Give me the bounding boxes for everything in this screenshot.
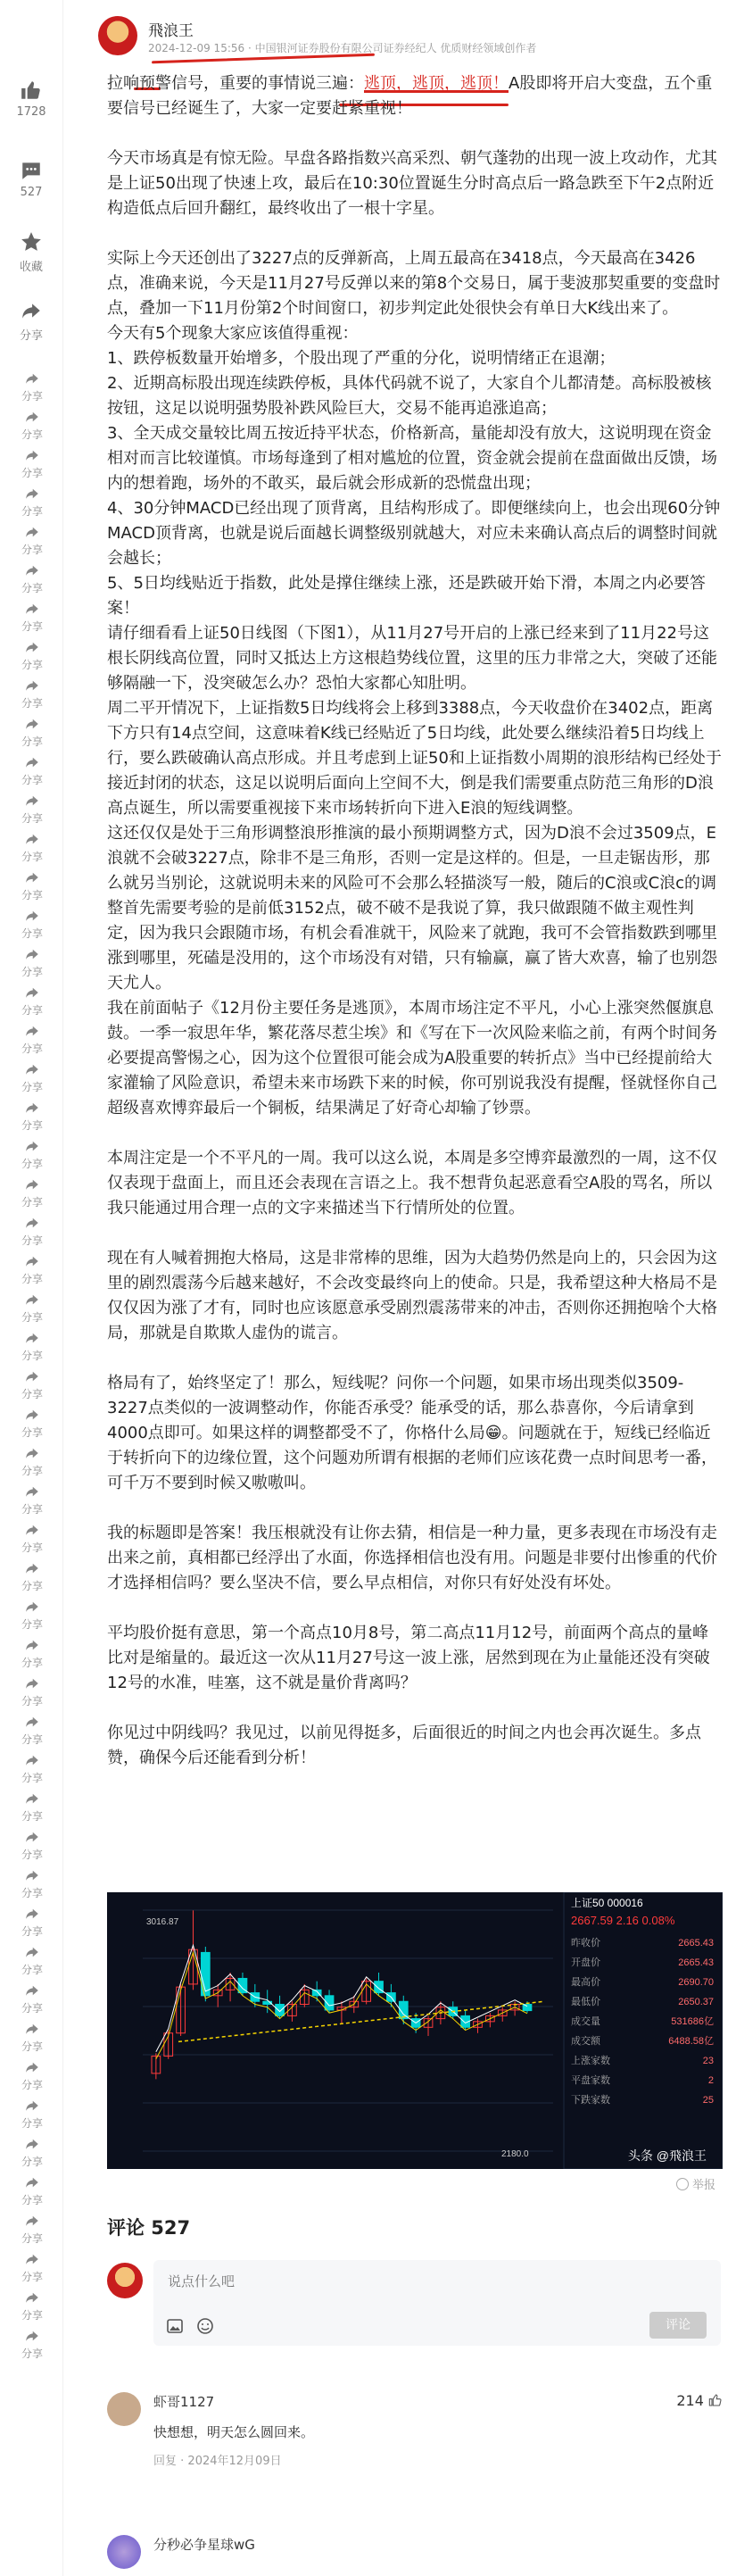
share-icon	[24, 2098, 40, 2114]
side-share-button[interactable]	[14, 1982, 50, 2015]
side-share-button[interactable]	[14, 1407, 50, 1440]
thumbs-up-icon	[20, 79, 43, 102]
share-icon	[24, 486, 40, 502]
side-share-button[interactable]	[14, 1215, 50, 1248]
side-share-label: 分享	[21, 1503, 43, 1516]
side-share-label: 分享	[21, 659, 43, 671]
side-share-button[interactable]	[14, 1061, 50, 1094]
side-share-label: 分享	[21, 1273, 43, 1285]
side-share-button[interactable]	[14, 1368, 50, 1401]
stat-value: 2665.43	[678, 1938, 714, 1949]
share-icon	[24, 1253, 40, 1269]
side-share-label: 分享	[21, 774, 43, 786]
side-share-button[interactable]	[14, 1138, 50, 1171]
side-share-button[interactable]	[14, 908, 50, 941]
stat-label: 开盘价	[571, 1957, 600, 1968]
side-share-label: 分享	[21, 1081, 43, 1093]
share-icon	[24, 2251, 40, 2267]
stat-value: 6488.58亿	[668, 2036, 714, 2047]
image-icon[interactable]	[166, 2317, 184, 2335]
side-share-label: 分享	[21, 2194, 43, 2206]
author-description: · 中国银河证券股份有限公司证券经纪人 优质财经领域创作者	[247, 42, 537, 54]
side-share-button[interactable]	[14, 1829, 50, 1862]
comment-box	[153, 2260, 721, 2346]
side-share-label: 分享	[21, 1849, 43, 1861]
side-share-button[interactable]	[14, 2136, 50, 2169]
side-share-label: 分享	[21, 1158, 43, 1170]
publish-comment-button[interactable]: 评论	[649, 2312, 707, 2339]
report-link[interactable]: 举报	[676, 2175, 715, 2192]
side-share-label: 分享	[21, 2040, 43, 2053]
paragraph: 3、全天成交量较比周五按近持平状态，价格新高，量能却没有放大，这说明现在资金相对而言比较谨慎。市场每逢到了相对尴尬的位置，资金就会提前在盘面做出反馈，场内的想着跑，场外的不敢买，最后就会形成新的恐慌盘出现；	[107, 424, 717, 493]
side-share-label: 分享	[21, 1618, 43, 1631]
share-icon	[24, 754, 40, 770]
side-share-label: 分享	[21, 1234, 43, 1247]
share-icon	[24, 1599, 40, 1615]
side-share-label: 分享	[21, 1733, 43, 1746]
candle-body	[201, 1952, 210, 1995]
quote-panel	[564, 1892, 723, 2169]
share-icon	[24, 1791, 40, 1807]
side-share-label: 分享	[21, 1311, 43, 1324]
side-share-label: 分享	[21, 1465, 43, 1477]
paragraph: 你见过中阴线吗？我见过，以前见得挺多，后面很近的时间之内也会再次诞生。多点赞，确保今后还能看到分析！	[107, 1724, 701, 1767]
share-icon	[24, 1138, 40, 1154]
stat-value: 2650.37	[678, 1997, 714, 2007]
share-icon	[24, 793, 40, 809]
share-icon	[24, 1560, 40, 1576]
reply-button[interactable]: 回复	[153, 2455, 178, 2468]
side-share-label: 分享	[21, 1541, 43, 1554]
side-share-button[interactable]	[14, 1906, 50, 1939]
side-share-button[interactable]	[14, 946, 50, 979]
side-share-label: 分享	[21, 505, 43, 518]
author-name[interactable]: 飛浪王	[148, 22, 194, 40]
paragraph: 现在有人喊着拥抱大格局，这是非常棒的思维，因为大趋势仍然是向上的，只会因为这里的剧烈震荡今后越来越好，不会改变最终向上的使命。只是，我希望这种大格局不是仅仅因为涨了才有，同时也应该愿意承受剧烈震荡带来的冲击，否则你还拥抱啥个大格局，那就是自欺欺人虚伪的谎言。	[107, 1249, 717, 1342]
side-share-button[interactable]	[14, 409, 50, 442]
side-share-button[interactable]	[14, 2251, 50, 2284]
side-share-button[interactable]	[14, 2059, 50, 2092]
share-icon	[24, 1368, 40, 1384]
side-share-label: 分享	[21, 927, 43, 940]
stat-label: 最低价	[571, 1997, 600, 2007]
comment-input[interactable]	[166, 2269, 705, 2294]
share-icon	[24, 370, 40, 386]
stat-value: 23	[702, 2056, 714, 2066]
comment-text: 快想想，明天怎么圆回来。	[153, 2424, 315, 2440]
article-body	[107, 71, 723, 1796]
paragraph: 本周注定是一个不平凡的一周。我可以这么说，本周是多空博弈最激烈的一周，这不仅仅表现于盘面上，而且还会表现在言语之上。我不想背负起恶意看空A股的骂名，所以我只能通过用合理一点的文字来描述当下行情所处的位置。	[107, 1149, 717, 1217]
side-share-button[interactable]	[14, 1100, 50, 1133]
side-share-label: 分享	[21, 1580, 43, 1592]
y-tick-label: 3016.87	[146, 1917, 179, 1927]
share-icon	[24, 1867, 40, 1883]
side-share-button[interactable]	[14, 869, 50, 902]
share-icon	[24, 1637, 40, 1653]
side-share-label: 分享	[21, 467, 43, 479]
emoji-icon[interactable]	[196, 2317, 214, 2335]
paragraph: 拉响预警信号，重要的事情说三遍：逃顶，逃顶，逃顶！A股即将开启大变盘，五个重要信号已经诞生了，大家一定要赶紧重视！	[107, 74, 713, 118]
share-icon	[24, 677, 40, 694]
star-icon	[20, 230, 43, 253]
comment-item	[107, 2535, 723, 2571]
watermark: 头条 @飛浪王	[627, 2148, 707, 2163]
stat-label: 平盘家数	[571, 2075, 610, 2086]
stock-chart-image[interactable]	[107, 1892, 723, 2169]
share-icon	[24, 562, 40, 578]
share-icon	[24, 1023, 40, 1039]
share-icon	[24, 1906, 40, 1922]
side-share-button[interactable]	[14, 2098, 50, 2131]
share-icon	[24, 2213, 40, 2229]
side-share-button[interactable]	[14, 639, 50, 672]
paragraph: 1、跌停板数量开始增多，个股出现了严重的分化，说明情绪正在退潮；	[107, 349, 616, 368]
side-share-label: 分享	[21, 851, 43, 863]
paragraph: 2、近期高标股出现连续跌停板，具体代码就不说了，大家自个儿都清楚。高标股被核按钮，这足以说明强势股补跌风险巨大，交易不能再追涨追高；	[107, 374, 712, 418]
ma-line	[156, 1945, 527, 2051]
like-action[interactable]	[0, 79, 62, 119]
side-share-button[interactable]	[14, 1522, 50, 1555]
side-share-label: 分享	[21, 966, 43, 978]
side-share-label: 分享	[21, 697, 43, 710]
side-share-label: 分享	[21, 428, 43, 441]
commenter-avatar[interactable]	[107, 2392, 141, 2426]
share-icon	[24, 1829, 40, 1845]
stat-label: 最高价	[571, 1977, 600, 1988]
share-icon	[24, 1330, 40, 1346]
side-share-button[interactable]	[14, 985, 50, 1018]
share-icon	[24, 2136, 40, 2152]
thumbs-up-icon	[708, 2393, 723, 2407]
share-icon	[24, 601, 40, 617]
comment-likes[interactable]: 214	[676, 2392, 723, 2409]
side-share-label: 分享	[21, 1426, 43, 1439]
share-icon	[24, 1176, 40, 1192]
side-share-label: 分享	[21, 812, 43, 825]
stat-value: 2690.70	[678, 1977, 714, 1988]
paragraph: 平均股价挺有意思，第一个高点10月8号，第二高点11月12号，前面两个高点的量峰比对是缩量的。最近这一次从11月27号这一波上涨，居然到现在为止量能还没有突破12号的水准，哇塞，这不就是量价背离吗？	[107, 1624, 710, 1692]
side-share-button[interactable]	[14, 1944, 50, 1977]
share-icon	[24, 1292, 40, 1308]
side-share-label: 分享	[21, 1695, 43, 1708]
share-icon	[24, 447, 40, 463]
share-icon	[24, 908, 40, 924]
share-label: 分享	[19, 329, 43, 343]
side-share-label: 分享	[21, 1043, 43, 1055]
side-share-button[interactable]	[14, 1330, 50, 1363]
side-share-button[interactable]	[14, 2328, 50, 2361]
side-share-button[interactable]	[14, 1445, 50, 1478]
side-share-button[interactable]	[14, 677, 50, 710]
share-icon	[24, 1215, 40, 1231]
side-share-label: 分享	[21, 2079, 43, 2091]
side-share-button[interactable]	[14, 1292, 50, 1325]
paragraph: 格局有了，始终坚定了！那么，短线呢？问你一个问题，如果市场出现类似3509-3227点类似的一波调整动作，你能否承受？能承受的话，那么恭喜你，今后请拿到4000点即可。如果这样的调整都受不了，你格什么局😁。问题就在于，短线已经临近于转折向下的边缘位置，这个问题劝所谓有根据的老师们应该花费一点时间思考一番，可千万不要到时候又嗷嗷叫。	[107, 1374, 717, 1492]
share-icon	[24, 1752, 40, 1768]
side-share-label: 分享	[21, 2156, 43, 2168]
paragraph: 实际上今天还创出了3227点的反弹新高，上周五最高在3418点，今天最高在3426点，准确来说，今天是11月27号反弹以来的第8个交易日，属于斐波那契重要的变盘时点，叠加一下11月份第2个时间窗口，初步判定此处很快会有单日大K线出来了。	[107, 249, 721, 318]
side-share-label: 分享	[21, 2271, 43, 2283]
paragraph: 5、5日均线贴近于指数，此处是撑住继续上涨，还是跌破开始下滑，本周之内必要答案！	[107, 574, 706, 618]
side-share-button[interactable]	[14, 1483, 50, 1517]
side-share-label: 分享	[21, 2347, 43, 2360]
share-icon	[24, 1100, 40, 1116]
side-share-button[interactable]	[14, 2174, 50, 2207]
side-share-label: 分享	[21, 1887, 43, 1899]
side-share-button[interactable]	[14, 601, 50, 634]
side-share-button[interactable]	[14, 1176, 50, 1209]
candle-body	[276, 2004, 285, 2015]
paragraph: 周二平开情况下，上证指数5日均线将会上移到3388点，今天收盘价在3402点，距离下方只有14点空间，这意味着K线已经贴近了5日均线，此处要么继续沿着5日均线上行，要么跌破确认高点形成。并且考虑到上证50和上证指数小周期的浪形结构已经处于接近封闭的状态，这足以说明后面向上空间不大，倒是我们需要重点防范三角形的D浪高点诞生，所以需要重视接下来市场转折向下进入E浪的短线调整。	[107, 699, 722, 818]
side-share-label: 分享	[21, 2309, 43, 2322]
comments-title: 评论 527	[107, 2217, 191, 2239]
comment-footer	[153, 2451, 282, 2468]
share-icon	[24, 831, 40, 847]
share-icon	[24, 524, 40, 540]
side-share-label: 分享	[21, 1388, 43, 1400]
paragraph: 这还仅仅是处于三角形调整浪形推演的最小预期调整方式，因为D浪不会过3509点，E浪就不会破3227点，除非不是三角形，否则一定是这样的。但是，一旦走锯齿形，那么就另当别论，这就说明未来的风险可不会那么轻描淡写一般，随后的C浪或C浪c的调整首先需要考验的是前低3152点，破不破不是我说了算，我只做跟随不做主观性判定，因为我只会跟随市场，有机会看准就干，风险来了就跑，我可不会管指数跌到哪里涨到哪里，死磕是没用的，这个市场没有对错，只有输赢，赢了皆大欢喜，输了也别怨天尤人。	[107, 824, 717, 993]
side-share-button[interactable]	[14, 562, 50, 595]
share-icon	[24, 2021, 40, 2037]
y-tick-label: 2180.0	[501, 2149, 529, 2159]
side-share-button[interactable]	[14, 831, 50, 864]
side-share-label: 分享	[21, 582, 43, 594]
side-share-button[interactable]	[14, 716, 50, 749]
stat-label: 昨收价	[571, 1938, 600, 1949]
share-icon	[24, 1714, 40, 1730]
commenter-name[interactable]: 虾哥1127	[153, 2394, 215, 2410]
share-icon	[24, 1407, 40, 1423]
quote-price: 2667.59 2.16 0.08%	[571, 1914, 675, 1927]
stat-label: 下跌家数	[571, 2095, 610, 2106]
left-action-sidebar	[0, 0, 63, 2576]
commenter-name[interactable]: 分秒必争星球wG	[153, 2537, 255, 2553]
share-icon	[24, 1061, 40, 1077]
comment-item	[107, 2392, 723, 2481]
side-share-button[interactable]	[14, 1867, 50, 1900]
share-icon	[24, 1522, 40, 1538]
side-share-button[interactable]	[14, 793, 50, 826]
side-share-button[interactable]	[14, 1791, 50, 1824]
share-icon	[24, 985, 40, 1001]
side-share-label: 分享	[21, 2232, 43, 2245]
share-icon	[20, 299, 43, 322]
share-icon	[24, 946, 40, 962]
side-share-label: 分享	[21, 390, 43, 403]
side-share-button[interactable]	[14, 2213, 50, 2246]
collect-label: 收藏	[19, 261, 43, 274]
side-share-label: 分享	[21, 620, 43, 633]
paragraph: 我的标题即是答案！我压根就没有让你去猜，相信是一种力量，更多表现在市场没有走出来之前，真相都已经浮出了水面，你选择相信也没有用。问题是非要付出惨重的代价才选择相信吗？要么坚决不信，要么早点相信，对你只有好处没有坏处。	[107, 1524, 717, 1592]
side-share-label: 分享	[21, 1810, 43, 1823]
side-share-label: 分享	[21, 1772, 43, 1784]
paragraph: 今天有5个现象大家应该值得重视：	[107, 324, 359, 343]
side-share-button[interactable]	[14, 754, 50, 787]
side-share-button[interactable]	[14, 1599, 50, 1632]
share-icon	[24, 2289, 40, 2306]
side-share-button[interactable]	[14, 1714, 50, 1747]
quote-title: 上证50 000016	[571, 1897, 643, 1909]
share-action[interactable]	[0, 299, 62, 343]
share-icon	[24, 716, 40, 732]
stat-value: 25	[702, 2095, 714, 2106]
share-icon	[24, 1445, 40, 1461]
article-meta	[148, 40, 536, 55]
side-share-button[interactable]	[14, 1023, 50, 1056]
side-share-label: 分享	[21, 1196, 43, 1209]
stat-value: 2665.43	[678, 1957, 714, 1968]
share-icon	[24, 1944, 40, 1960]
side-share-button[interactable]	[14, 524, 50, 557]
share-icon	[24, 639, 40, 655]
comment-action[interactable]	[0, 159, 62, 199]
share-icon	[24, 1675, 40, 1691]
comment-icon	[20, 159, 43, 182]
article-header	[98, 11, 723, 64]
paragraph: 4、30分钟MACD已经出现了顶背离，且结构形成了。即便继续向上，也会出现60分钟MACD顶背离，也就是说后面越长调整级别就越大，对应未来确认高点后的调整时间就会越长；	[107, 499, 721, 568]
side-share-label: 分享	[21, 1119, 43, 1132]
side-share-button[interactable]	[14, 1637, 50, 1670]
commenter-avatar[interactable]	[107, 2535, 141, 2569]
paragraph: 今天市场真是有惊无险。早盘各路指数兴高采烈、朝气蓬勃的出现一波上攻动作，尤其是上证50出现了快速上攻，最后在10:30位置诞生分时高点后一路急跌至下午2点附近构造低点后回升翻红，最终收出了一根十字星。	[107, 149, 717, 218]
stat-label: 成交额	[571, 2036, 600, 2047]
side-share-label: 分享	[21, 889, 43, 902]
side-share-label: 分享	[21, 1350, 43, 1362]
candlestick-chart	[107, 1892, 723, 2169]
stat-label: 成交量	[571, 2016, 600, 2027]
side-share-button[interactable]	[14, 1560, 50, 1593]
side-share-label: 分享	[21, 544, 43, 556]
side-share-button[interactable]	[14, 2021, 50, 2054]
share-icon	[24, 869, 40, 885]
stat-label: 上涨家数	[571, 2056, 610, 2066]
side-share-button[interactable]	[14, 1253, 50, 1286]
highlight-text: 逃顶，逃顶，逃顶！	[364, 74, 509, 93]
share-icon	[24, 2059, 40, 2075]
share-icon	[24, 409, 40, 425]
publish-time: 2024-12-09 15:56	[148, 42, 245, 54]
author-avatar[interactable]	[98, 16, 137, 55]
report-icon	[676, 2178, 689, 2190]
side-share-button[interactable]	[14, 1752, 50, 1785]
share-icon	[24, 1982, 40, 1998]
current-user-avatar	[107, 2263, 143, 2298]
stat-value: 531686亿	[671, 2016, 714, 2027]
side-share-label: 分享	[21, 1004, 43, 1017]
side-share-button[interactable]	[14, 447, 50, 480]
side-share-label: 分享	[21, 1925, 43, 1938]
paragraph: 请仔细看看上证50日线图（下图1），从11月27号开启的上涨已经来到了11月22号这根长阴线高位置，同时又抵达上方这根趋势线位置，这里的压力非常之大，突破了还能够隔融一下，没突破怎么办？恐怕大家都心知肚明。	[107, 624, 717, 693]
share-icon	[24, 2328, 40, 2344]
stat-value: 2	[707, 2075, 714, 2086]
side-share-label: 分享	[21, 2002, 43, 2015]
side-share-label: 分享	[21, 735, 43, 748]
side-share-button[interactable]	[14, 1675, 50, 1708]
side-share-button[interactable]	[14, 486, 50, 519]
side-share-button[interactable]	[14, 370, 50, 403]
side-share-label: 分享	[21, 1657, 43, 1669]
paragraph: 我在前面帖子《12月份主要任务是逃顶》，本周市场注定不平凡，小心上涨突然偃旗息鼓。一季一寂思年华，繁花落尽惹尘埃》和《写在下一次风险来临之前，有两个时间务必要提高警惕之心，因为这个位置很可能会成为A股重要的转折点》当中已经提前给大家灌输了风险意识，希望未来市场跌下来的时候，你可别说我没有提醒，怪就怪你自己超级喜欢博弈最后一个铜板，结果满足了好奇心却输了钞票。	[107, 999, 717, 1118]
collect-action[interactable]	[0, 230, 62, 274]
like-count: 1728	[16, 105, 46, 119]
share-icon	[24, 2174, 40, 2190]
comment-count: 527	[20, 186, 43, 199]
side-share-label: 分享	[21, 2117, 43, 2130]
side-share-button[interactable]	[14, 2289, 50, 2323]
side-share-label: 分享	[21, 1964, 43, 1976]
share-icon	[24, 1483, 40, 1500]
comment-date: · 2024年12月09日	[180, 2455, 282, 2468]
